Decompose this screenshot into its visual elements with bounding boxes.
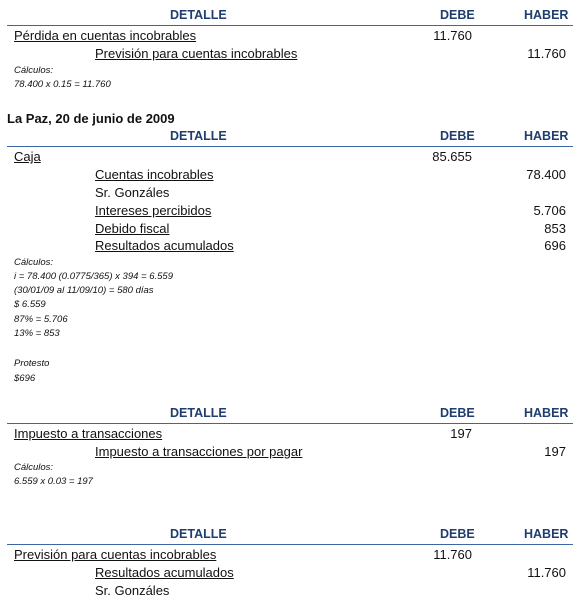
header-haber: HABER (524, 8, 569, 22)
header-detalle: DETALLE (170, 129, 227, 143)
header-debe: DEBE (440, 406, 475, 420)
calc-line: 13% = 853 (14, 328, 60, 339)
account-subledger: Sr. Gonzáles (95, 583, 170, 598)
account-credit: Previsión para cuentas incobrables (95, 46, 298, 61)
calc-line: (30/01/09 al 11/09/10) = 580 días (14, 285, 154, 296)
account-credit: Resultados acumulados (95, 565, 234, 580)
debe-amount: 11.760 (433, 547, 472, 562)
calc-label: Cálculos: (14, 257, 54, 268)
calc-line: Protesto (14, 358, 50, 369)
header-detalle: DETALLE (170, 527, 227, 541)
haber-amount: 11.760 (527, 565, 566, 580)
account-debit: Pérdida en cuentas incobrables (14, 28, 197, 43)
header-haber: HABER (524, 129, 569, 143)
account-credit: Impuesto a transacciones por pagar (95, 444, 303, 459)
calc-line: 87% = 5.706 (14, 314, 68, 325)
account-credit: Intereses percibidos (95, 203, 212, 218)
entry-date: La Paz, 20 de junio de 2009 (7, 111, 175, 126)
header-haber: HABER (524, 527, 569, 541)
account-credit: Cuentas incobrables (95, 167, 214, 182)
haber-amount: 11.760 (527, 46, 566, 61)
haber-amount: 853 (544, 221, 566, 236)
calc-line: 6.559 x 0.03 = 197 (14, 476, 93, 487)
header-rule (7, 544, 573, 545)
header-debe: DEBE (440, 129, 475, 143)
account-credit: Debido fiscal (95, 221, 170, 236)
haber-amount: 5.706 (533, 203, 566, 218)
account-credit: Resultados acumulados (95, 238, 234, 253)
calc-line: $ 6.559 (14, 299, 46, 310)
debe-amount: 85.655 (432, 149, 472, 164)
header-debe: DEBE (440, 527, 475, 541)
header-haber: HABER (524, 406, 569, 420)
header-rule (7, 146, 573, 147)
header-rule (7, 423, 573, 424)
header-detalle: DETALLE (170, 8, 227, 22)
account-debit: Caja (14, 149, 41, 164)
haber-amount: 696 (544, 238, 566, 253)
account-debit: Previsión para cuentas incobrables (14, 547, 217, 562)
account-subledger: Sr. Gonzáles (95, 185, 170, 200)
calc-line: $696 (14, 373, 36, 384)
calc-label: Cálculos: (14, 462, 54, 473)
account-debit: Impuesto a transacciones (14, 426, 163, 441)
calc-line: i = 78.400 (0.0775/365) x 394 = 6.559 (14, 271, 173, 282)
header-rule (7, 25, 573, 26)
haber-amount: 197 (544, 444, 566, 459)
header-detalle: DETALLE (170, 406, 227, 420)
calc-line: 78.400 x 0.15 = 11.760 (14, 79, 111, 90)
calc-label: Cálculos: (14, 65, 54, 76)
header-debe: DEBE (440, 8, 475, 22)
haber-amount: 78.400 (526, 167, 566, 182)
debe-amount: 197 (450, 426, 472, 441)
debe-amount: 11.760 (433, 28, 472, 43)
